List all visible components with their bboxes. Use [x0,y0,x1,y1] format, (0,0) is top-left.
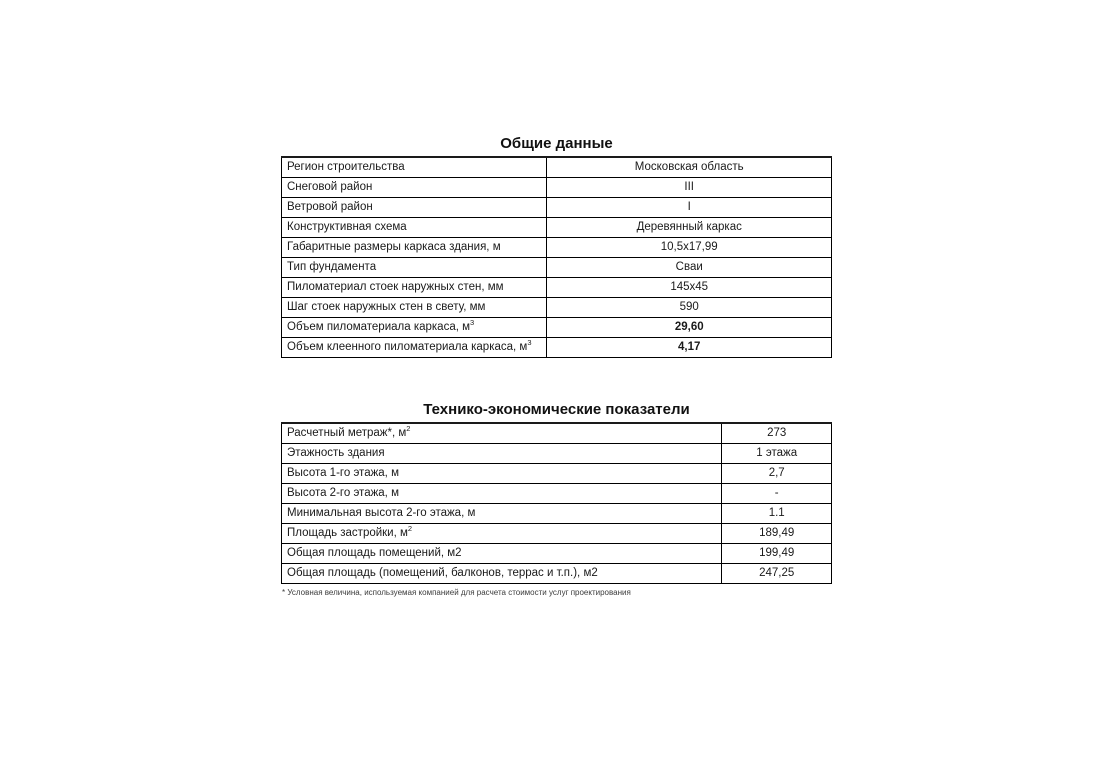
tech-econ-table [281,422,832,584]
row-value: 1 этажа [722,444,832,464]
row-label: Общая площадь помещений, м2 [282,544,722,564]
row-value: 4,17 [547,338,832,358]
table-row [282,484,832,504]
row-label: Регион строительства [282,157,547,178]
unit-superscript: 3 [527,338,532,348]
row-value: 590 [547,298,832,318]
general-data-section [281,136,832,358]
row-value: I [547,198,832,218]
row-label: Минимальная высота 2-го этажа, м [282,504,722,524]
general-data-table [281,156,832,358]
row-label: Высота 2-го этажа, м [282,484,722,504]
table-row [282,423,832,444]
table-row [282,238,832,258]
table-row [282,278,832,298]
row-label: Снеговой район [282,178,547,198]
table-row [282,524,832,544]
row-label: Общая площадь (помещений, балконов, террас и т.п.), м2 [282,564,722,584]
row-value: III [547,178,832,198]
row-label: Шаг стоек наружных стен в свету, мм [282,298,547,318]
unit-superscript: 2 [407,524,413,534]
row-value: 2,7 [722,464,832,484]
unit-superscript: 2 [406,424,411,434]
row-label: Объем пиломатериала каркаса, $м^3$ [282,318,547,338]
table-row [282,544,832,564]
row-value: 29,60 [547,318,832,338]
row-label: Этажность здания [282,444,722,464]
table-row [282,504,832,524]
tech-econ-section [281,402,832,598]
row-value: Сваи [547,258,832,278]
row-label: Пиломатериал стоек наружных стен, мм [282,278,547,298]
row-value: 189,49 [722,524,832,544]
table-row [282,298,832,318]
tech-econ-table-title: Технико-экономические показатели [423,401,690,418]
table-row [282,157,832,178]
table-row [282,218,832,238]
row-label: Площадь застройки, $м^2$ [282,524,722,544]
table-row [282,444,832,464]
row-value: Московская область [547,157,832,178]
footnote: * Условная величина, используемая компанией для расчета стоимости услуг проектирования [282,588,631,597]
row-label: Ветровой район [282,198,547,218]
row-label: Тип фундамента [282,258,547,278]
row-label: Высота 1-го этажа, м [282,464,722,484]
row-value: 247,25 [722,564,832,584]
row-label: Расчетный метраж*, $м^2$ [282,423,722,444]
row-value: 10,5x17,99 [547,238,832,258]
row-label: Объем клеенного пиломатериала каркаса, $м^3$ [282,338,547,358]
row-value: 199,49 [722,544,832,564]
row-label: Габаритные размеры каркаса здания, м [282,238,547,258]
table-row [282,318,832,338]
table-row [282,564,832,584]
row-value: Деревянный каркас [547,218,832,238]
row-value: 1.1 [722,504,832,524]
table-row [282,198,832,218]
row-value: 145x45 [547,278,832,298]
table-row [282,464,832,484]
table-row [282,338,832,358]
row-label: Конструктивная схема [282,218,547,238]
table-row [282,178,832,198]
general-data-table-title: Общие данные [500,135,613,152]
row-value: 273 [722,423,832,444]
table-row [282,258,832,278]
row-value: - [722,484,832,504]
unit-superscript: 3 [470,318,475,328]
